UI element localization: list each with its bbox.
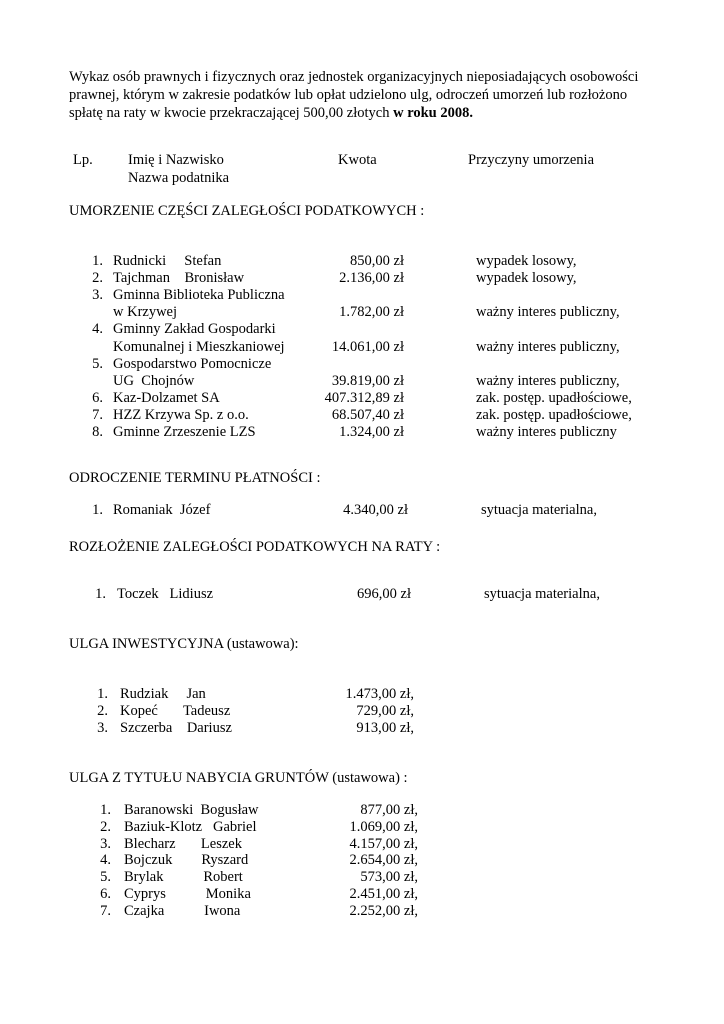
reason: ważny interes publiczny, — [476, 338, 620, 355]
item-number: 2. — [100, 818, 111, 835]
list-item — [0, 852, 724, 869]
document-title-line-2: prawnej, którym w zakresie podatków lub opłat udzielono ulg, odroczeń umorzeń lub rozłożono — [69, 87, 628, 103]
taxpayer-name: w Krzywej — [113, 304, 178, 321]
item-number: 4. — [92, 321, 103, 338]
taxpayer-name: Gminna Biblioteka Publiczna — [113, 287, 285, 304]
reason: sytuacja materialna, — [481, 502, 597, 518]
taxpayer-name: Baranowski Bogusław — [124, 802, 259, 818]
reason: wypadek losowy, — [476, 253, 577, 269]
item-number: 6. — [100, 886, 111, 902]
list-item — [0, 720, 724, 737]
amount: 573,00 zł, — [360, 869, 418, 886]
list-item — [0, 270, 724, 287]
list-item — [0, 886, 724, 903]
item-number: 2. — [97, 702, 108, 719]
list-item — [0, 836, 724, 853]
item-number: 8. — [92, 424, 103, 440]
amount: 1.324,00 zł — [339, 424, 404, 440]
amount: 4.340,00 zł — [343, 502, 408, 518]
list-item — [0, 903, 724, 920]
reason: sytuacja materialna, — [484, 586, 600, 602]
amount: 39.819,00 zł — [331, 372, 404, 389]
taxpayer-name: Toczek Lidiusz — [117, 586, 214, 602]
amount: 2.252,00 zł, — [349, 902, 418, 919]
amount: 68.507,40 zł — [331, 406, 404, 423]
reason: zak. postęp. upadłościowe, — [476, 389, 632, 406]
list-item — [0, 321, 724, 338]
item-number: 5. — [100, 869, 111, 886]
item-number: 7. — [100, 902, 111, 919]
list-item — [0, 287, 724, 304]
list-item — [0, 373, 724, 390]
header-amount: Kwota — [338, 152, 377, 168]
taxpayer-name: Cyprys Monika — [124, 886, 251, 902]
reason: ważny interes publiczny — [476, 424, 617, 440]
title-text: spłatę na raty w kwocie przekraczającej 500,00 złotych — [69, 105, 394, 121]
reason: ważny interes publiczny, — [476, 372, 620, 389]
item-number: 1. — [97, 686, 108, 702]
header-name-2: Nazwa podatnika — [128, 170, 230, 186]
section-heading: ODROCZENIE TERMINU PŁATNOŚCI : — [69, 470, 321, 486]
list-item — [0, 339, 724, 356]
taxpayer-name: Komunalnej i Mieszkaniowej — [113, 338, 285, 355]
list-item — [0, 253, 724, 270]
item-number: 3. — [92, 287, 103, 304]
amount: 2.136,00 zł — [339, 270, 404, 287]
list-item — [0, 424, 724, 441]
header-name: Imię i Nazwisko — [128, 152, 224, 168]
taxpayer-name: Gminny Zakład Gospodarki — [113, 321, 276, 338]
item-number: 2. — [92, 270, 103, 287]
section-heading: ULGA INWESTYCYJNA (ustawowa): — [69, 636, 299, 652]
taxpayer-name: Kopeć Tadeusz — [120, 702, 231, 719]
item-number: 5. — [92, 355, 103, 372]
taxpayer-name: Kaz-Dolzamet SA — [113, 389, 220, 406]
amount: 2.654,00 zł, — [349, 852, 418, 869]
amount: 14.061,00 zł — [331, 338, 404, 355]
amount: 850,00 zł — [350, 253, 404, 269]
list-item — [0, 502, 724, 519]
taxpayer-name: Romaniak Józef — [113, 502, 211, 518]
section-heading: ULGA Z TYTUŁU NABYCIA GRUNTÓW (ustawowa) : — [69, 770, 408, 786]
document-title-line-3 — [69, 104, 473, 122]
amount: 913,00 zł, — [356, 719, 414, 736]
header-reason: Przyczyny umorzenia — [468, 152, 595, 168]
list-item — [0, 304, 724, 321]
list-item — [0, 819, 724, 836]
header-lp: Lp. — [73, 152, 93, 168]
amount: 1.473,00 zł, — [345, 686, 414, 702]
list-item — [0, 869, 724, 886]
taxpayer-name: Czajka Iwona — [124, 902, 241, 919]
amount: 696,00 zł — [357, 586, 411, 602]
list-item — [0, 586, 724, 603]
list-item — [0, 686, 724, 703]
item-number: 1. — [92, 253, 103, 269]
title-year: w roku 2008. — [393, 105, 473, 121]
taxpayer-name: Blecharz Leszek — [124, 835, 242, 852]
list-item — [0, 802, 724, 819]
amount: 1.069,00 zł, — [349, 818, 418, 835]
document-title-line-1: Wykaz osób prawnych i fizycznych oraz jednostek organizacyjnych nieposiadających osobowości — [69, 69, 639, 85]
item-number: 3. — [100, 835, 111, 852]
taxpayer-name: Bojczuk Ryszard — [124, 852, 249, 869]
taxpayer-name: Baziuk-Klotz Gabriel — [124, 818, 257, 835]
taxpayer-name: Brylak Robert — [124, 869, 243, 886]
item-number: 4. — [100, 852, 111, 869]
amount: 2.451,00 zł, — [349, 886, 418, 902]
item-number: 7. — [92, 406, 103, 423]
item-number: 1. — [92, 502, 103, 518]
taxpayer-name: HZZ Krzywa Sp. z o.o. — [113, 406, 249, 423]
item-number: 1. — [100, 802, 111, 818]
amount: 4.157,00 zł, — [349, 835, 418, 852]
amount: 729,00 zł, — [356, 702, 414, 719]
reason: zak. postęp. upadłościowe, — [476, 406, 632, 423]
section-heading: UMORZENIE CZĘŚCI ZALEGŁOŚCI PODATKOWYCH : — [69, 203, 425, 219]
item-number: 6. — [92, 389, 103, 406]
taxpayer-name: Szczerba Dariusz — [120, 719, 232, 736]
taxpayer-name: UG Chojnów — [113, 372, 195, 389]
taxpayer-name: Gminne Zrzeszenie LZS — [113, 424, 256, 440]
list-item — [0, 356, 724, 373]
taxpayer-name: Rudziak Jan — [120, 686, 206, 702]
section-heading: ROZŁOŻENIE ZALEGŁOŚCI PODATKOWYCH NA RATY : — [69, 539, 441, 555]
taxpayer-name: Tajchman Bronisław — [113, 270, 245, 287]
list-item — [0, 407, 724, 424]
reason: ważny interes publiczny, — [476, 304, 620, 321]
item-number: 3. — [97, 719, 108, 736]
list-item — [0, 703, 724, 720]
amount: 877,00 zł, — [360, 802, 418, 818]
list-item — [0, 390, 724, 407]
item-number: 1. — [95, 586, 106, 602]
amount: 407.312,89 zł — [324, 389, 404, 406]
reason: wypadek losowy, — [476, 270, 577, 287]
amount: 1.782,00 zł — [339, 304, 404, 321]
taxpayer-name: Rudnicki Stefan — [113, 253, 222, 269]
taxpayer-name: Gospodarstwo Pomocnicze — [113, 355, 272, 372]
